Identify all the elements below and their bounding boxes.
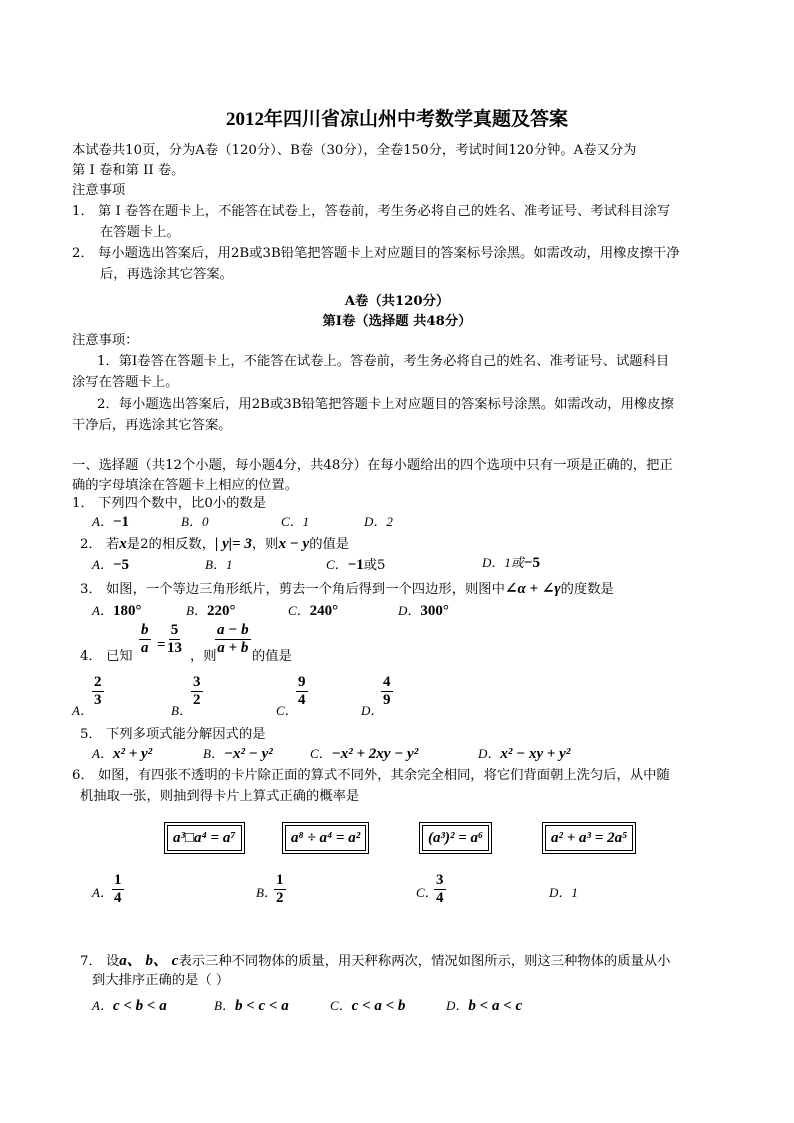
q7-c-label: C． [330,998,352,1013]
q7-stem-b: 到大排序正确的是（ ） [92,973,230,988]
q6-card-3: (a³)² = a⁶ [422,825,489,851]
notice-heading: 注意事项 [72,183,126,198]
q5-stem: 5． 下列多项式能分解因式的是 [80,727,266,742]
q6-b-den: 2 [276,890,284,906]
q5-c-value: −x² + 2xy − y² [331,746,419,762]
q2-num: 2． 若 [80,537,120,552]
q2-mid: 是2的相反数， [126,537,216,552]
intro-line-1: 本试卷共10页，分为A卷（120分）、B卷（30分），全卷150分，考试时间120分钟。A卷又分为 [72,143,637,158]
q4-option-c-frac [296,674,308,709]
q2-expr: x − y [278,536,310,552]
page-title: 2012年四川省凉山州中考数学真题及答案 [225,109,568,130]
q3-stem [80,580,614,599]
q4-a-den: 3 [94,692,102,708]
q1-a-label: A． [92,514,113,529]
q4-frac-expr [215,622,251,657]
q3-option-a [92,602,141,621]
q5-b-label: B． [203,746,224,761]
q6-a-num: 1 [114,872,122,888]
q4-frac-b-over-a [139,622,151,657]
q4-option-d-frac [381,674,393,709]
q3-option-c [288,602,338,621]
part1-heading-a: 一、选择题（共12个小题，每小题4分，共48分）在每小题给出的四个选项中只有一项是正确的，把正 [72,458,673,473]
q5-b-value: −x² − y² [223,746,273,762]
q6-card-2: a⁸ ÷ a⁴ = a² [285,825,366,851]
q4-stem: 4． 已知 [80,649,133,664]
q4-frac-5-13 [165,622,184,657]
q2-c-label: C． [326,557,348,572]
q6-b-num: 1 [276,872,284,888]
q4-b-num: 3 [193,674,201,690]
q7-post: 表示三种不同物体的质量，用天秤称两次，情况如图所示，则这三种物体的质量从小 [178,954,671,969]
q2-option-a [92,556,129,575]
q4-f1-num: b [141,622,149,638]
q6-a-den: 4 [114,890,122,906]
section-notice-heading: 注意事项： [72,333,139,348]
q4-tail: 的值是 [252,649,292,664]
q7-vars: a、 b、 c [119,953,179,969]
section-notice-2b: 干净后，再选涂其它答案。 [72,418,232,433]
q3-b-label: B． [186,603,207,618]
q1-a-value: −1 [112,514,130,530]
q3-a-label: A． [92,603,113,618]
q7-pre: 7． 设 [80,954,120,969]
q3-a-value: 180° [112,603,142,619]
q6-option-b-label: B． [256,885,277,900]
q1-option-c: C．1 [281,514,310,529]
q7-option-a [92,997,167,1016]
section-title: A卷（共120分） [344,294,450,309]
q7-option-d [446,997,522,1016]
q7-c-value: c < a < b [351,998,406,1014]
q7-option-c [330,997,405,1016]
q4-c-num: 9 [298,674,306,690]
q1-option-b: B．0 [181,514,209,529]
q4-eq: = [157,637,166,653]
q3-stem-text: 3． 如图，一个等边三角形纸片，剪去一个角后得到一个四边形，则图中 [80,582,505,597]
q4-f3-num: a − b [217,622,249,638]
q4-option-c-label: C． [276,703,298,718]
q6-stem-b: 机抽取一张，则抽到得卡片上算式正确的概率是 [80,789,360,804]
q6-option-a-label: A． [92,885,113,900]
q7-a-value: c < b < a [112,998,167,1014]
part1-heading-b: 确的字母填涂在答题卡上相应的位置。 [72,478,299,493]
q4-b-den: 2 [193,692,201,708]
q4-f1-den: a [141,640,149,656]
q2-a-value: −5 [112,557,130,573]
q4-option-a-label: A． [72,703,93,718]
q2-comma: ，则 [251,537,279,552]
q2-a-label: A． [92,557,113,572]
notice-item-1a: 1． 第 Ⅰ 卷答在题卡上，不能答在试卷上，答卷前，考生务必将自己的姓名、准考证号、考试科目涂写 [72,204,671,219]
q2-tail: 的值是 [309,537,350,552]
q5-option-a [92,745,152,764]
q6-card-4: a² + a³ = 2a⁵ [545,825,633,851]
q2-option-d [482,554,540,573]
q2-option-c [326,556,386,575]
q4-comma: ，则 [190,649,217,664]
q6-c-den: 4 [436,890,444,906]
q5-option-d [478,745,570,764]
q6-option-b-frac [274,872,286,907]
q3-option-d [398,602,449,621]
q1-option-a [92,513,129,532]
q3-c-value: 240° [309,603,339,619]
notice-item-2a: 2． 每小题选出答案后，用2B或3B铅笔把答题卡上对应题目的答案标号涂黑。如需改动，用橡皮擦干净 [72,246,680,261]
q7-d-label: D． [446,998,469,1013]
q4-option-b-label: B． [171,703,192,718]
section-notice-1b: 涂写在答题卡上。 [72,375,179,390]
intro-line-2: 第 Ⅰ 卷和第 II 卷。 [72,163,185,178]
q2-abs: | y|= 3 [215,536,252,552]
q2-option-b: B．1 [205,557,233,572]
q2-d-value: −5 [523,555,540,571]
q3-c-label: C． [288,603,310,618]
q4-option-b-frac [191,674,203,709]
q3-tail: 的度数是 [560,582,614,597]
q2-d-label: D．1或 [482,555,524,570]
q3-d-value: 300° [420,603,449,619]
q5-c-label: C． [310,746,332,761]
q3-b-value: 220° [206,603,236,619]
q3-angles: ∠α + ∠γ [504,581,561,597]
q4-a-num: 2 [94,674,102,690]
section-notice-2a: 2．每小题选出答案后，用2B或3B铅笔把答题卡上对应题目的答案标号涂黑。如需改动，用橡皮擦 [97,397,674,412]
q3-d-label: D． [398,603,421,618]
q7-b-label: B． [214,998,235,1013]
q5-d-value: x² − xy + y² [500,746,571,762]
q2-c-value: −1 [347,557,364,573]
q6-stem-a: 6． 如图，有四张不透明的卡片除正面的算式不同外，其余完全相同，将它们背面朝上洗匀后，从中随 [72,768,670,783]
q2-stem [80,535,349,554]
notice-item-2b: 后，再选涂其它答案。 [100,267,233,282]
q7-b-value: b < c < a [234,998,289,1014]
q5-d-label: D． [478,746,501,761]
q4-d-num: 4 [383,674,391,690]
q6-option-c-frac [434,872,446,907]
q7-a-label: A． [92,998,113,1013]
notice-item-1b: 在答题卡上。 [100,225,180,240]
q4-f2-num: 5 [170,622,179,638]
q3-option-b [186,602,235,621]
q4-d-den: 9 [383,692,391,708]
q4-f2-den: 13 [167,640,182,656]
section-notice-1a: 1．第Ⅰ卷答在答题卡上，不能答在试卷上。答卷前，考生务必将自己的姓名、准考证号、试题科目 [97,354,670,369]
q7-option-b [214,997,289,1016]
q5-a-value: x² + y² [112,746,153,762]
q1-stem: 1． 下列四个数中，比0小的数是 [72,496,267,511]
q2-c-tail: 或5 [363,558,386,573]
q4-c-den: 4 [298,692,306,708]
q5-option-b [203,745,273,764]
q6-c-num: 3 [436,872,444,888]
q6-option-a-frac [112,872,124,907]
q7-d-value: b < a < c [468,998,523,1014]
q6-option-d: D．1 [549,885,578,900]
section-subtitle: 第Ⅰ卷（选择题 共48分） [322,314,472,329]
q5-a-label: A． [92,746,113,761]
q4-option-d-label: D． [361,703,384,718]
q2-var-x: x [119,536,127,552]
q7-stem-a [80,952,670,971]
q5-option-c [310,745,418,764]
q4-option-a-frac [92,674,104,709]
q6-card-1: a³□a⁴ = a⁷ [167,825,242,851]
q1-option-d: D．2 [364,514,393,529]
q6-option-c-label: C． [416,885,438,900]
q4-f3-den: a + b [217,640,249,656]
